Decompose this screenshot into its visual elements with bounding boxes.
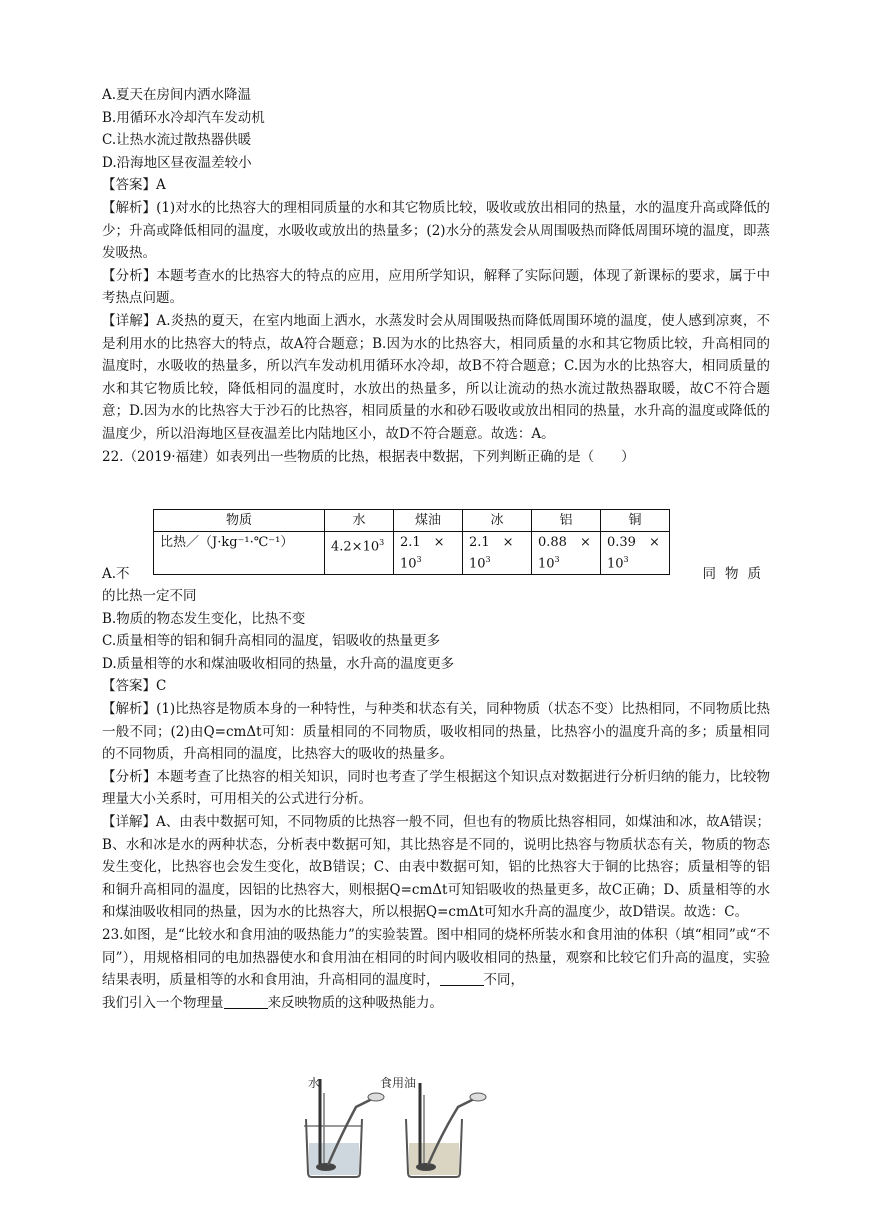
- table-cell: $4.2\times 10^3$: [325, 532, 394, 575]
- table-cell: 2.1 × $10^3$: [394, 532, 463, 575]
- q22-option-d: D.质量相等的水和煤油吸收相同的热量，水升高的温度更多: [102, 655, 455, 672]
- q21-option-c: C.让热水流过散热器供暖: [102, 132, 252, 149]
- table-cell: 0.39 × $10^3$: [601, 532, 670, 575]
- q22-option-b: B.物质的物态发生变化，比热不变: [102, 610, 306, 627]
- table-header-cell: 冰: [463, 510, 532, 532]
- table-header-cell: 铜: [601, 510, 670, 532]
- table-header-row: [154, 510, 670, 532]
- experiment-figure: [296, 1073, 532, 1181]
- table-header-cell: 煤油: [394, 510, 463, 532]
- beaker-left: [304, 1079, 384, 1177]
- beaker-right: [406, 1083, 486, 1177]
- q22-fenxi: 【分析】本题考查了比热容的相关知识，同时也考查了学生根据这个知识点对数据进行分析归纳的能力，比较物理量大小关系时，可用相关的公式进行分析。: [102, 768, 770, 808]
- specific-heat-table: [153, 509, 670, 575]
- q22-option-a-cont: 的比热一定不同: [102, 588, 197, 604]
- table-cell: 0.88 × $10^3$: [532, 532, 601, 575]
- answer-blank[interactable]: [224, 994, 268, 1009]
- q22-analysis: 【解析】(1)比热容是物质本身的一种特性，与种类和状态有关，同种物质（状态不变）比热相同，不同物质比热一般不同；(2)由Q=cmΔt可知：质量相同的不同物质，吸收相同的热量，比热容小的温度升高的多；质量相同的不同物质，升高相同的温度，比热容大的吸收的热量多。: [102, 700, 770, 763]
- q22-answer: 【答案】C: [102, 678, 167, 695]
- q21-option-a: A.夏天在房间内洒水降温: [102, 87, 252, 103]
- q22-option-c: C.质量相等的铝和铜升高相同的温度，铝吸收的热量更多: [102, 633, 441, 650]
- q21-option-d: D.沿海地区昼夜温差较小: [102, 154, 252, 171]
- q22-block: [102, 585, 770, 1014]
- q21-block: [102, 84, 770, 468]
- table-header-cell: 铝: [532, 510, 601, 532]
- q22-detail: 【详解】A、由表中数据可知，不同物质的比热容一般不同，但也有的物质比热容相同，如煤油和冰，故A错误；B、水和冰是水的两种状态，分析表中数据可知，其比热容是不同的，说明比热容与物质状态有关，物质的物态发生变化，比热容也会发生变化，故B错误；C、由表中数据可知，铝的比热容大于铜的比热容；质量相等的铝和铜升高相同的温度，因铝的比热容大，则根据Q=cmΔt可知铝吸收的热量更多，故C正确；D、质量相等的水和煤油吸收相同的热量，因为水的比热容大，所以根据Q=cmΔt可知水升高的温度少，故D错误。故选：C。: [102, 813, 770, 921]
- q21-analysis: 【解析】(1)对水的比热容大的理相同质量的水和其它物质比较，吸收或放出相同的热量，水的温度升高或降低的少；升高或降低相同的温度，水吸收或放出的热量多；(2)水分的蒸发会从周围吸热而降低周围环境的温度，即蒸发吸热。: [102, 199, 770, 262]
- q22-option-a-right: 同物质: [702, 566, 770, 582]
- label-oil: 食用油: [380, 1076, 417, 1090]
- table-header-cell: 水: [325, 510, 394, 532]
- q21-answer: 【答案】A: [102, 177, 166, 194]
- label-water: 水: [308, 1076, 321, 1090]
- q22-option-a-left: A.不: [102, 566, 130, 582]
- q21-option-b: B.用循环水冷却汽车发动机: [102, 109, 265, 126]
- table-cell: 2.1 × $10^3$: [463, 532, 532, 575]
- q21-fenxi: 【分析】本题考查水的比热容大的特点的应用，应用所学知识，解释了实际问题，体现了新课标的要求，属于中考热点问题。: [102, 267, 770, 307]
- table-row-label: 比热／（J·kg⁻¹·℃⁻¹）: [154, 532, 325, 575]
- answer-blank[interactable]: [440, 971, 484, 986]
- q23-stem: 23.如图，是“比较水和食用油的吸热能力”的实验装置。图中相同的烧杯所装水和食用油的体积（填“相同”或“不同”），用规格相同的电加热器使水和食用油在相同的时间内吸收相同的热量，观察和比较它们升高的温度，实验结果表明，质量相等的水和食用油，升高相同的温度时， 不同， 我们引入一个物理量 来反映物质的这种吸热能力。: [102, 926, 770, 1011]
- q21-detail: 【详解】A.炎热的夏天，在室内地面上洒水，水蒸发时会从周围吸热而降低周围环境的温度，使人感到凉爽，不是利用水的比热容大的特点，故A符合题意；B.因为水的比热容大，相同质量的水和其它物质比较，升高相同的温度时，水吸收的热量多，所以汽车发动机用循环水冷却，故B不符合题意；C.因为水的比热容大，相同质量的水和其它物质比较，降低相同的温度时，水放出的热量多，所以让流动的热水流过散热器取暖，故C不符合题意；D.因为水的比热容大于沙石的比热容，相同质量的水和砂石吸收或放出相同的热量，水升高的温度或降低的温度少，所以沿海地区昼夜温差比内陆地区小，故D不符合题意。故选：A。: [102, 312, 770, 442]
- beakers-illustration: [296, 1073, 532, 1181]
- q22-stem: 22.（2019·福建）如表列出一些物质的比热，根据表中数据，下列判断正确的是（ ）: [102, 448, 635, 465]
- table-header-cell: 物质: [154, 510, 325, 532]
- table-row: [154, 532, 670, 575]
